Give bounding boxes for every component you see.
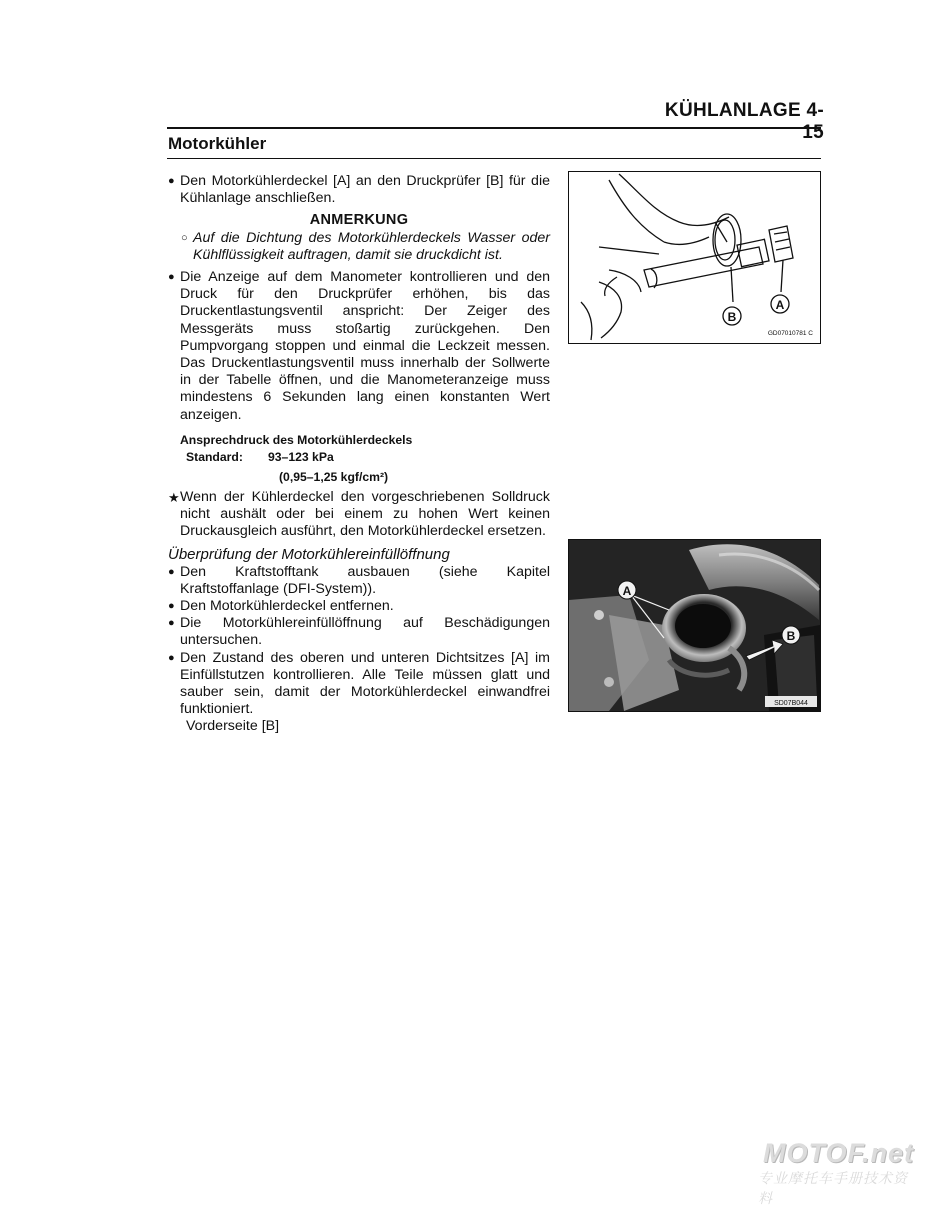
warning-item xyxy=(168,489,550,541)
fig2-label-b: B xyxy=(786,629,796,643)
step-remove-cap xyxy=(168,598,550,615)
step-check-gauge xyxy=(168,269,550,424)
step-inspect-opening-text: Die Motorkühlereinfüllöffnung auf Beschädigungen untersuchen. xyxy=(180,615,550,649)
front-side-label: Vorderseite [B] xyxy=(186,718,280,735)
spec-value: 93–123 kPa xyxy=(268,449,334,464)
spec-row xyxy=(186,449,550,466)
step-connect-cap xyxy=(168,173,550,207)
fig1-label-b: B xyxy=(727,310,737,324)
fig1-label-a: A xyxy=(775,298,785,312)
fig2-code: SD07B044 xyxy=(774,700,808,707)
spec-title: Ansprechdruck des Motorkühlerdeckels xyxy=(180,432,413,447)
bullet-icon: ● xyxy=(168,651,175,664)
warning-text: Wenn der Kühlerdeckel den vorgeschriebenen Solldruck nicht aushält oder bei einem zu hohen Wert keinen Druckausgleich ausführt, den Motorkühlerdeckel ersetzen. xyxy=(180,488,550,540)
step-inspect-opening xyxy=(168,615,550,649)
header-rule xyxy=(167,127,821,129)
upper-text-column xyxy=(168,173,550,736)
bullet-icon: ● xyxy=(168,600,175,613)
watermark-logo xyxy=(758,1138,920,1206)
section-title: Motorkühler xyxy=(168,134,267,153)
spec-value-alt: (0,95–1,25 kgf/cm²) xyxy=(279,469,389,484)
bullet-icon: ● xyxy=(168,565,175,578)
pressure-tester-illustration xyxy=(569,172,820,343)
bullet-icon: ● xyxy=(168,271,175,284)
circle-bullet-icon: ○ xyxy=(181,231,188,244)
star-icon: ★ xyxy=(168,489,180,505)
spec-label: Standard: xyxy=(186,449,243,464)
logo-subtext: 专业摩托车手册技术资料 xyxy=(758,1170,908,1206)
section-rule xyxy=(167,158,821,159)
subsection-heading: Überprüfung der Motorkühlereinfüllöffnung xyxy=(168,546,450,564)
step-check-gauge-text: Die Anzeige auf dem Manometer kontrollieren und den Druck für den Druckprüfer erhöhen, bis das Druckentlastungsventil anspricht: Der Zeiger des Messgeräts muss stoßartig zurückgehen. Den Pumpvorgang stoppen und einmal die Leckzeit messen. Das Druckentlastungsventil muss innerhalb der Sollwerte in der Tabelle öffnen, und die Manometeranzeige muss mindestens 6 Sekunden lang einen konstanten Wert anzeigen. xyxy=(180,269,550,423)
step-connect-cap-text: Den Motorkühlerdeckel [A] an den Druckprüfer [B] für die Kühlanlage anschließen. xyxy=(180,173,550,207)
bullet-icon: ● xyxy=(168,617,175,630)
figure-filler-neck xyxy=(568,539,821,712)
fig1-code: GD07010781 C xyxy=(767,330,813,337)
step-remove-tank-text: Den Kraftstofftank ausbauen (siehe Kapitel Kraftstoffanlage (DFI-System)). xyxy=(180,563,550,597)
note-item xyxy=(168,230,550,264)
page-header: KÜHLANLAGE 4-15 xyxy=(664,100,824,143)
step-check-seats xyxy=(168,650,550,719)
filler-neck-photo xyxy=(569,540,820,711)
figure-pressure-tester xyxy=(568,171,821,344)
note-heading: ANMERKUNG xyxy=(309,212,409,229)
bullet-icon: ● xyxy=(168,175,175,187)
fig2-label-a: A xyxy=(622,584,632,598)
logo-text: MOTOF.net xyxy=(762,1138,914,1168)
step-remove-tank xyxy=(168,564,550,598)
step-check-seats-text: Den Zustand des oberen und unteren Dichtsitzes [A] im Einfüllstutzen kontrollieren. Alle Teile müssen glatt und sauber sein, damit der Motorkühlerdeckel einwandfrei funktioniert. xyxy=(180,649,550,718)
step-remove-cap-text: Den Motorkühlerdeckel entfernen. xyxy=(180,598,394,615)
note-text: Auf die Dichtung des Motorkühlerdeckels Wasser oder Kühlflüssigkeit auftragen, damit sie druckdicht ist. xyxy=(193,229,550,263)
